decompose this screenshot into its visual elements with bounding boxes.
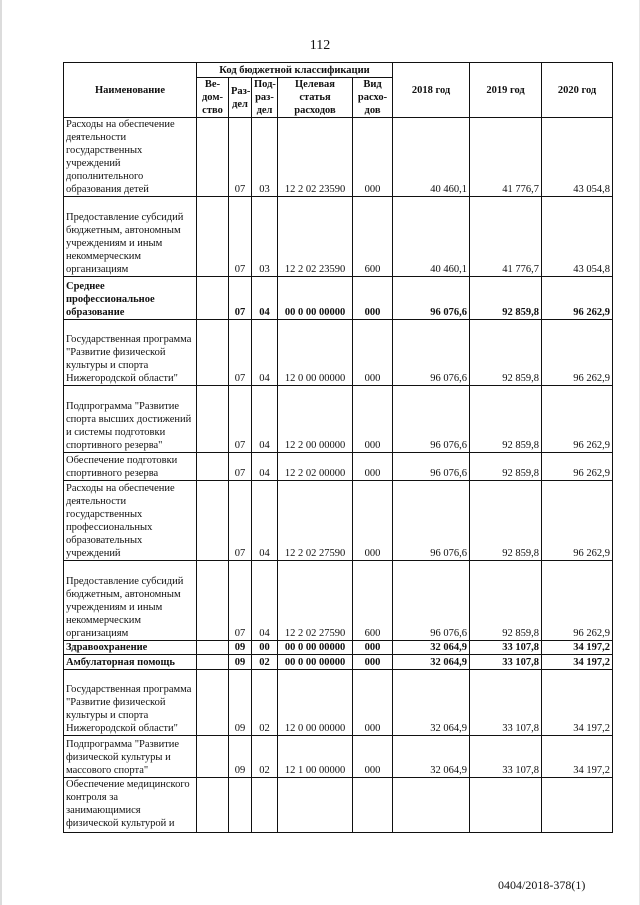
row-value-2019: 92 859,8 (470, 320, 542, 386)
row-value-2018: 96 076,6 (393, 481, 470, 561)
row-value-2019: 92 859,8 (470, 481, 542, 561)
row-value-2020 (542, 778, 613, 833)
row-expense-type: 600 (353, 561, 393, 641)
row-name: Расходы на обеспечение деятельности государственных профессиональных образовательных учреждений (64, 481, 197, 561)
row-value-2020: 34 197,2 (542, 655, 613, 670)
row-value-2018: 96 076,6 (393, 320, 470, 386)
row-expense-type: 000 (353, 670, 393, 736)
table-row (64, 655, 613, 670)
row-target-article: 12 1 00 00000 (278, 736, 353, 778)
row-target-article (278, 778, 353, 833)
row-value-2020: 43 054,8 (542, 118, 613, 197)
row-value-2018: 32 064,9 (393, 655, 470, 670)
row-name: Государственная программа "Развитие физической культуры и спорта Нижегородской области" (64, 320, 197, 386)
row-expense-type (353, 778, 393, 833)
row-target-article: 00 0 00 00000 (278, 655, 353, 670)
row-value-2019: 41 776,7 (470, 118, 542, 197)
row-vedomstvo (197, 118, 229, 197)
row-podrazdel: 02 (252, 736, 278, 778)
row-target-article: 12 2 02 27590 (278, 561, 353, 641)
table-row (64, 481, 613, 561)
row-razdel: 07 (229, 277, 252, 320)
row-value-2019: 33 107,8 (470, 670, 542, 736)
row-value-2020: 96 262,9 (542, 277, 613, 320)
row-vedomstvo (197, 670, 229, 736)
row-podrazdel: 02 (252, 670, 278, 736)
row-name: Подпрограмма "Развитие спорта высших достижений и системы подготовки спортивного резерва" (64, 386, 197, 453)
row-expense-type: 000 (353, 320, 393, 386)
row-razdel (229, 778, 252, 833)
row-razdel: 09 (229, 670, 252, 736)
row-name: Предоставление субсидий бюджетным, автономным учреждениям и иным некоммерческим организациям (64, 561, 197, 641)
row-value-2018 (393, 778, 470, 833)
row-expense-type: 000 (353, 277, 393, 320)
header-name: Наименование (64, 63, 197, 118)
row-expense-type: 000 (353, 655, 393, 670)
row-target-article: 12 2 00 00000 (278, 386, 353, 453)
row-value-2019: 41 776,7 (470, 197, 542, 277)
row-value-2018: 40 460,1 (393, 197, 470, 277)
row-podrazdel: 04 (252, 320, 278, 386)
row-podrazdel: 04 (252, 481, 278, 561)
row-value-2019: 92 859,8 (470, 561, 542, 641)
row-value-2020: 34 197,2 (542, 736, 613, 778)
header-podrazdel: Под-раз-дел (252, 78, 278, 118)
row-value-2019: 33 107,8 (470, 736, 542, 778)
row-target-article: 12 0 00 00000 (278, 320, 353, 386)
row-vedomstvo (197, 561, 229, 641)
row-name: Обеспечение медицинского контроля за занимающимися физической культурой и (64, 778, 197, 833)
row-vedomstvo (197, 655, 229, 670)
header-year-2018: 2018 год (393, 63, 470, 118)
row-target-article: 12 2 02 27590 (278, 481, 353, 561)
row-value-2020: 34 197,2 (542, 641, 613, 655)
header-vedomstvo: Ве-дом-ство (197, 78, 229, 118)
table-row (64, 277, 613, 320)
row-value-2018: 40 460,1 (393, 118, 470, 197)
row-podrazdel (252, 778, 278, 833)
row-target-article: 00 0 00 00000 (278, 277, 353, 320)
row-vedomstvo (197, 736, 229, 778)
row-name: Предоставление субсидий бюджетным, автономным учреждениям и иным некоммерческим организациям (64, 197, 197, 277)
row-value-2020: 96 262,9 (542, 561, 613, 641)
header-year-2019: 2019 год (470, 63, 542, 118)
row-value-2018: 32 064,9 (393, 670, 470, 736)
table-row (64, 670, 613, 736)
row-razdel: 07 (229, 320, 252, 386)
row-razdel: 09 (229, 641, 252, 655)
row-target-article: 12 2 02 00000 (278, 453, 353, 481)
row-vedomstvo (197, 641, 229, 655)
row-name: Здравоохранение (64, 641, 197, 655)
row-name: Амбулаторная помощь (64, 655, 197, 670)
row-vedomstvo (197, 320, 229, 386)
header-target-article: Целевая статья расходов (278, 78, 353, 118)
row-value-2020: 43 054,8 (542, 197, 613, 277)
table-row (64, 561, 613, 641)
document-code: 0404/2018-378(1) (498, 878, 586, 892)
row-expense-type: 600 (353, 197, 393, 277)
row-value-2019: 33 107,8 (470, 641, 542, 655)
row-target-article: 12 2 02 23590 (278, 118, 353, 197)
row-name: Расходы на обеспечение деятельности государственных учреждений дополнительного образования детей (64, 118, 197, 197)
table-row (64, 320, 613, 386)
row-expense-type: 000 (353, 453, 393, 481)
row-razdel: 07 (229, 453, 252, 481)
header-razdel: Раз-дел (229, 78, 252, 118)
row-podrazdel: 03 (252, 197, 278, 277)
row-podrazdel: 04 (252, 561, 278, 641)
header-expense-type: Вид расхо-дов (353, 78, 393, 118)
row-expense-type: 000 (353, 386, 393, 453)
table-row (64, 197, 613, 277)
row-target-article: 12 0 00 00000 (278, 670, 353, 736)
row-razdel: 07 (229, 118, 252, 197)
row-value-2018: 96 076,6 (393, 453, 470, 481)
table-row (64, 778, 613, 833)
row-vedomstvo (197, 386, 229, 453)
row-value-2018: 96 076,6 (393, 561, 470, 641)
row-expense-type: 000 (353, 736, 393, 778)
table-row (64, 118, 613, 197)
header-classification-group: Код бюджетной классификации (197, 63, 393, 78)
row-razdel: 07 (229, 481, 252, 561)
scan-edge-left (0, 0, 2, 905)
row-name: Среднее профессиональное образование (64, 277, 197, 320)
row-value-2019: 92 859,8 (470, 277, 542, 320)
row-value-2019: 33 107,8 (470, 655, 542, 670)
page-number: 112 (309, 38, 331, 53)
row-value-2019: 92 859,8 (470, 386, 542, 453)
row-podrazdel: 00 (252, 641, 278, 655)
row-value-2020: 96 262,9 (542, 481, 613, 561)
row-podrazdel: 04 (252, 453, 278, 481)
budget-table (63, 62, 613, 833)
row-value-2020: 96 262,9 (542, 320, 613, 386)
row-value-2019: 92 859,8 (470, 453, 542, 481)
row-expense-type: 000 (353, 118, 393, 197)
row-vedomstvo (197, 453, 229, 481)
row-target-article: 00 0 00 00000 (278, 641, 353, 655)
row-value-2018: 96 076,6 (393, 386, 470, 453)
row-value-2018: 32 064,9 (393, 736, 470, 778)
row-vedomstvo (197, 778, 229, 833)
row-value-2020: 34 197,2 (542, 670, 613, 736)
row-value-2019 (470, 778, 542, 833)
header-year-2020: 2020 год (542, 63, 613, 118)
row-razdel: 09 (229, 736, 252, 778)
row-value-2020: 96 262,9 (542, 453, 613, 481)
table-row (64, 641, 613, 655)
row-value-2018: 32 064,9 (393, 641, 470, 655)
row-razdel: 07 (229, 561, 252, 641)
row-podrazdel: 04 (252, 277, 278, 320)
row-razdel: 09 (229, 655, 252, 670)
row-razdel: 07 (229, 386, 252, 453)
row-vedomstvo (197, 197, 229, 277)
row-expense-type: 000 (353, 481, 393, 561)
row-expense-type: 000 (353, 641, 393, 655)
table-row (64, 736, 613, 778)
row-podrazdel: 03 (252, 118, 278, 197)
row-razdel: 07 (229, 197, 252, 277)
row-value-2020: 96 262,9 (542, 386, 613, 453)
row-vedomstvo (197, 277, 229, 320)
table-row (64, 386, 613, 453)
row-podrazdel: 02 (252, 655, 278, 670)
row-vedomstvo (197, 481, 229, 561)
table-row (64, 453, 613, 481)
row-podrazdel: 04 (252, 386, 278, 453)
row-target-article: 12 2 02 23590 (278, 197, 353, 277)
row-value-2018: 96 076,6 (393, 277, 470, 320)
row-name: Подпрограмма "Развитие физической культуры и массового спорта" (64, 736, 197, 778)
row-name: Обеспечение подготовки спортивного резерва (64, 453, 197, 481)
row-name: Государственная программа "Развитие физической культуры и спорта Нижегородской области" (64, 670, 197, 736)
